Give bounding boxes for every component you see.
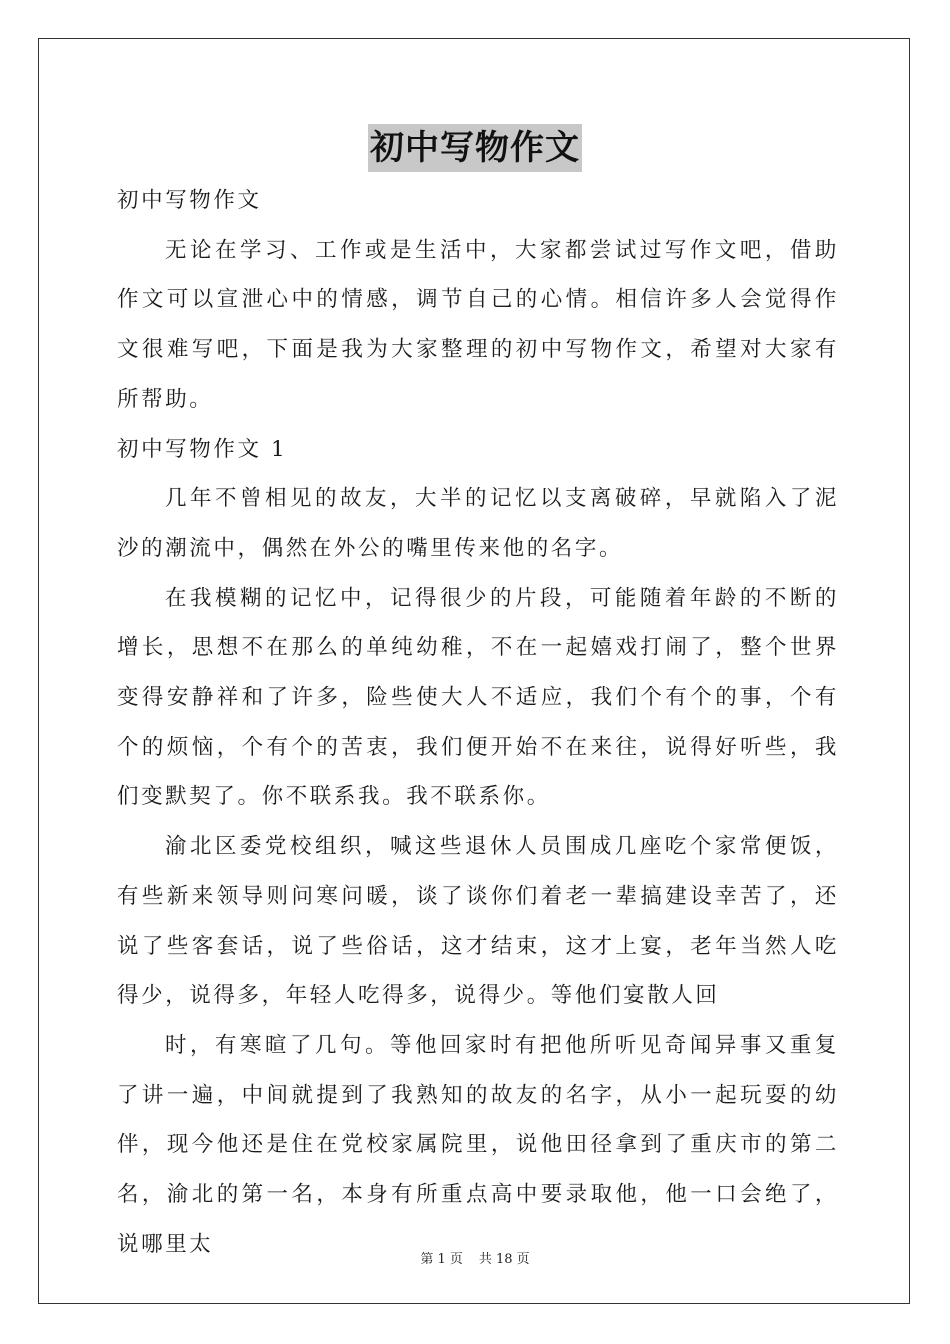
paragraph: 无论在学习、工作或是生活中，大家都尝试过写作文吧，借助作文可以宣泄心中的情感，调节自己的心情。相信许多人会觉得作文很难写吧，下面是我为大家整理的初中写物作文，希望对大家有所帮助。: [117, 237, 839, 412]
paragraph: 初中写物作文: [117, 188, 262, 213]
paragraph: 几年不曾相见的故友，大半的记忆以支离破碎，早就陷入了泥沙的潮流中，偶然在外公的嘴里传来他的名字。: [117, 486, 839, 561]
document-body: [117, 176, 839, 1269]
page-number: 第 1 页: [420, 1252, 463, 1267]
page-footer: [0, 1248, 950, 1267]
paragraph: 渝北区委党校组织，喊这些退休人员围成几座吃个家常便饭，有些新来领导则问寒问暖，谈了谈你们着老一辈搞建设幸苦了，还说了些客套话，说了些俗话，这才结束，这才上宴，老年当然人吃得少，说得多，年轻人吃得多，说得少。等他们宴散人回: [117, 834, 839, 1009]
document-title: 初中写物作文: [368, 124, 582, 172]
paragraph: 初中写物作文 1: [117, 436, 288, 462]
paragraph: 在我模糊的记忆中，记得很少的片段，可能随着年龄的不断的增长，思想不在那么的单纯幼稚，不在一起嬉戏打闹了，整个世界变得安静祥和了许多，险些使大人不适应，我们个有个的事，个有个的烦恼，个有个的苦衷，我们便开始不在来往，说得好听些，我们变默契了。你不联系我。我不联系你。: [117, 585, 839, 810]
title-container: [0, 124, 950, 172]
paragraph: 时，有寒暄了几句。等他回家时有把他所听见奇闻异事又重复了讲一遍，中间就提到了我熟知的故友的名字，从小一起玩耍的幼伴，现今他还是住在党校家属院里，说他田径拿到了重庆市的第二名，渝北的第一名，本身有所重点高中要录取他，他一口会绝了，说哪里太: [117, 1032, 839, 1257]
page-total: 共 18 页: [478, 1252, 530, 1267]
